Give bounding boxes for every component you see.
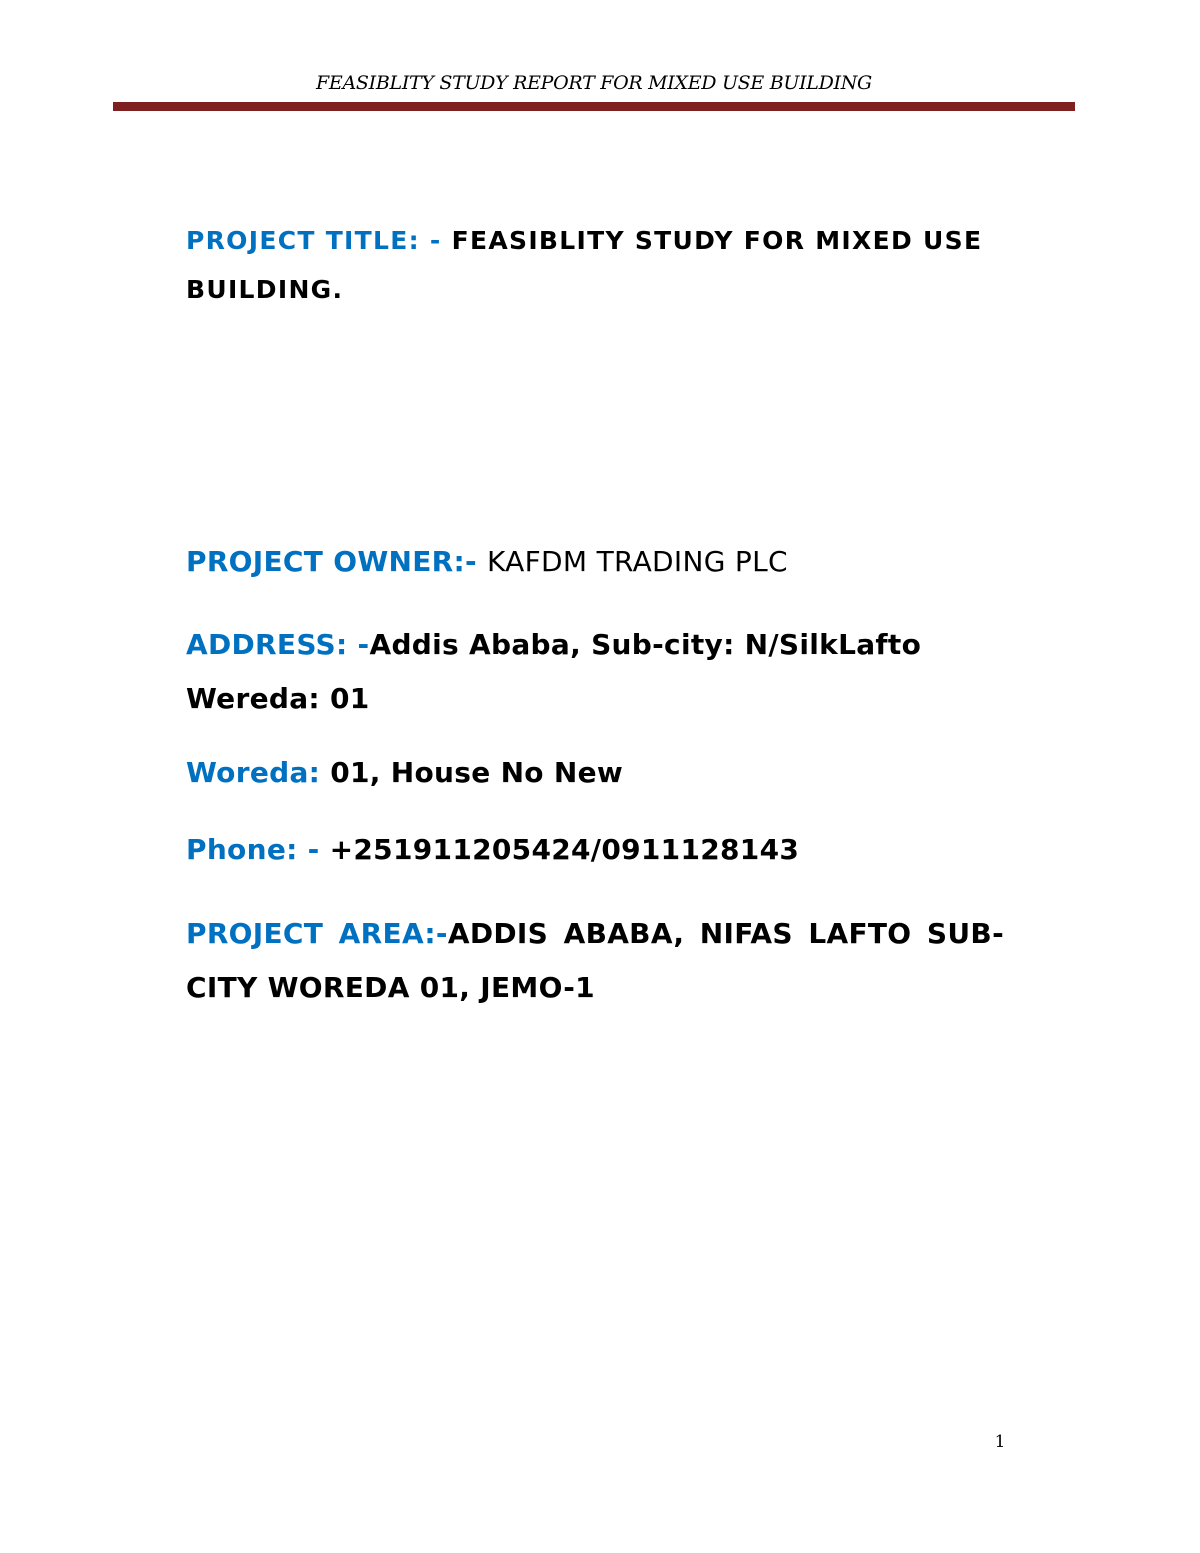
phone-value: +251911205424/0911128143 xyxy=(329,833,800,866)
phone-field xyxy=(186,828,1004,872)
project-title-label: PROJECT TITLE: - xyxy=(186,226,452,255)
woreda-value: 01, House No New xyxy=(330,756,624,789)
project-area-value: ADDIS ABABA, NIFAS LAFTO SUB-CITY WOREDA 01, JEMO-1 xyxy=(186,917,1004,1004)
woreda-field xyxy=(186,751,1004,795)
header-divider xyxy=(113,102,1075,111)
phone-label: Phone: - xyxy=(186,833,330,866)
address-field xyxy=(186,618,1004,726)
address-label: ADDRESS: - xyxy=(186,628,370,661)
project-title-field xyxy=(186,216,1004,314)
page-number: 1 xyxy=(994,1432,1006,1452)
project-area-field xyxy=(186,907,1004,1015)
address-value: Addis Ababa, Sub-city: N/SilkLafto Wereda: 01 xyxy=(186,628,922,715)
woreda-label: Woreda: xyxy=(186,756,331,789)
running-header: FEASIBLITY STUDY REPORT FOR MIXED USE BUILDING xyxy=(316,72,872,94)
project-owner-label: PROJECT OWNER:- xyxy=(186,545,488,578)
project-area-label: PROJECT AREA:- xyxy=(186,917,448,950)
project-title-value: FEASIBLITY STUDY FOR MIXED USE BUILDING. xyxy=(186,226,983,304)
project-owner-value: KAFDM TRADING PLC xyxy=(487,545,788,578)
project-owner-field xyxy=(186,540,1004,584)
